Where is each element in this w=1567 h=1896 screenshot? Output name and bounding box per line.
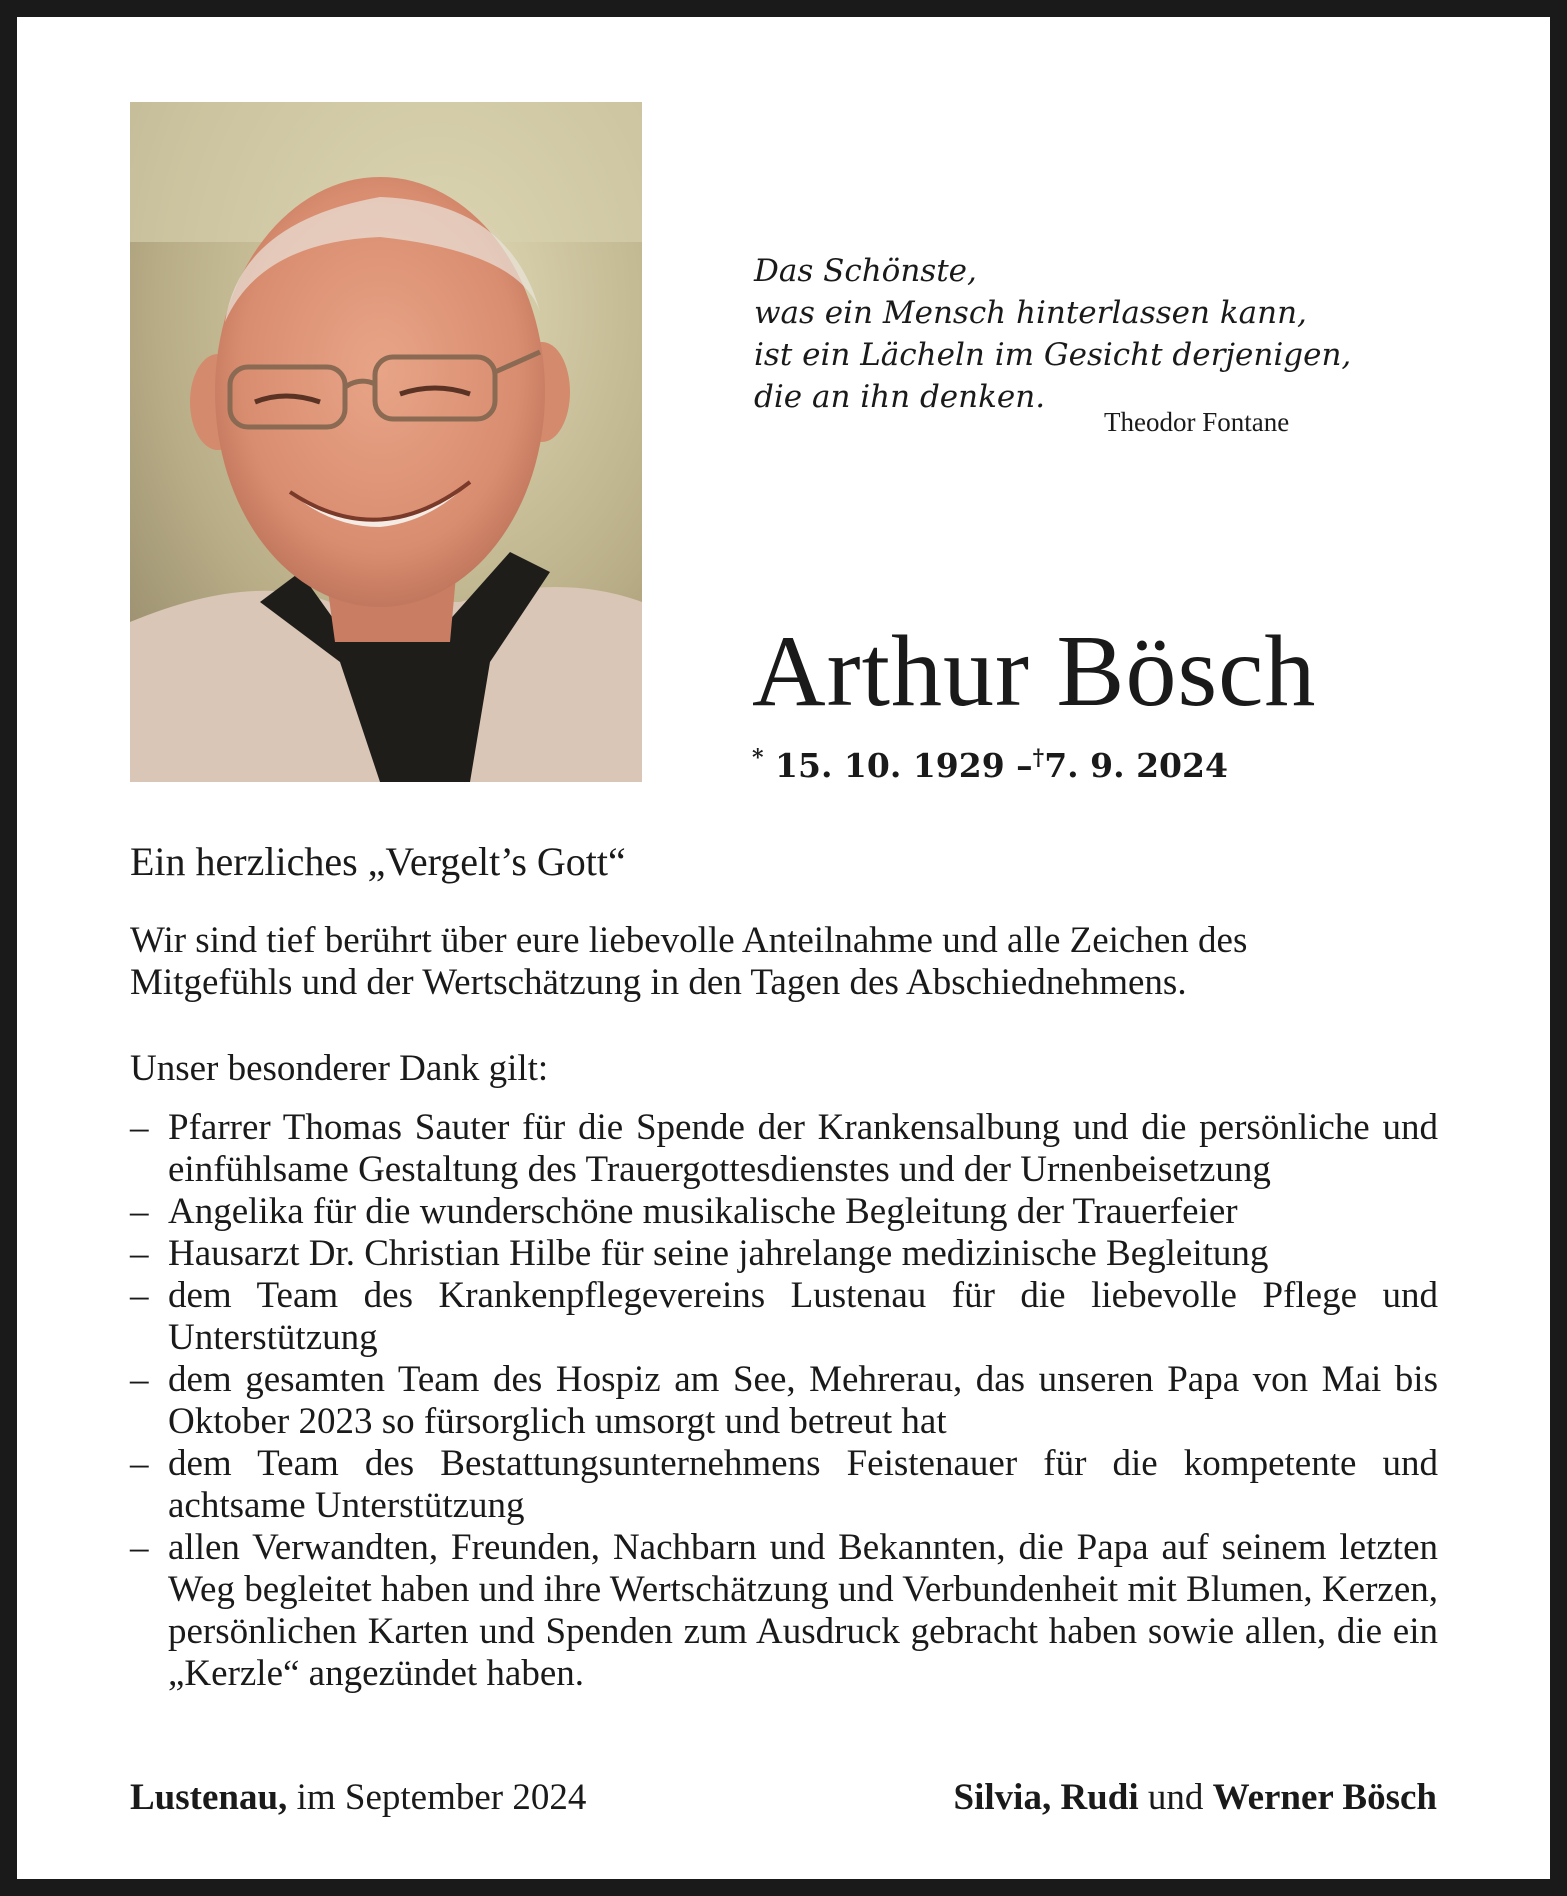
- quote-author: Theodor Fontane: [1104, 407, 1290, 437]
- life-dates: [752, 745, 1228, 785]
- birth-date: 15. 10. 1929: [775, 746, 1005, 785]
- quote-line: Das Schönste,: [754, 253, 977, 289]
- intro-line: Wir sind tief berührt über eure liebevolle Anteilnahme und alle Zeichen des: [130, 920, 1248, 961]
- list-dash: –: [130, 1443, 149, 1484]
- birth-symbol: *: [752, 745, 764, 771]
- deceased-name: Arthur Bösch: [752, 615, 1317, 728]
- list-item-text: dem gesamten Team des Hospiz am See, Mehrerau, das unseren Papa von Mai bis Oktober 2023 so fürsorglich umsorgt und betreut hat: [168, 1359, 1438, 1442]
- list-item-text: dem Team des Bestattungsunternehmens Feistenauer für die kompetente und achtsame Unterstützung: [168, 1443, 1438, 1526]
- list-item-text: dem Team des Krankenpflegevereins Lustenau für die liebevolle Pflege und Unterstützung: [168, 1275, 1438, 1358]
- quote-line: was ein Mensch hinterlassen kann,: [754, 295, 1307, 331]
- list-dash: –: [130, 1191, 149, 1232]
- date-separator: –: [1016, 746, 1033, 785]
- list-dash: –: [130, 1275, 149, 1316]
- list-item: [130, 1233, 1438, 1275]
- footer-date: im September 2024: [287, 1777, 587, 1818]
- list-item: [130, 1359, 1438, 1443]
- quote-line: ist ein Lächeln im Gesicht derjenigen,: [754, 337, 1352, 373]
- thanks-heading: Ein herzliches „Vergelt’s Gott“: [130, 839, 626, 884]
- quote-line: die an ihn denken.: [754, 379, 1046, 415]
- death-date: 7. 9. 2024: [1044, 746, 1228, 785]
- signatory-name: Werner Bösch: [1212, 1777, 1437, 1818]
- portrait-photo: [130, 102, 642, 782]
- list-item-text: Hausarzt Dr. Christian Hilbe für seine jahrelange medizinische Begleitung: [168, 1233, 1269, 1274]
- death-symbol: †: [1032, 745, 1045, 771]
- list-item-text: Pfarrer Thomas Sauter für die Spende der Krankensalbung und die persönliche und einfühlsame Gestaltung des Trauergottesdienstes und der Urnenbeisetzung: [168, 1107, 1438, 1190]
- list-dash: –: [130, 1233, 149, 1274]
- intro-paragraph: [130, 920, 1438, 1004]
- list-dash: –: [130, 1107, 149, 1148]
- portrait-illustration: [130, 102, 642, 782]
- list-item-text: allen Verwandten, Freunden, Nachbarn und Bekannten, die Papa auf seinem letzten Weg begleitet haben und ihre Wertschätzung und Verbundenheit mit Blumen, Kerzen, persönlichen Karten und Spenden zum Ausdruck gebracht haben sowie allen, die ein „Kerzle“ angezündet haben.: [168, 1527, 1438, 1694]
- list-item: [130, 1527, 1438, 1695]
- signatory-name: Rudi: [1051, 1777, 1139, 1818]
- intro-line: Mitgefühls und der Wertschätzung in den Tagen des Abschiednehmens.: [130, 962, 1187, 1003]
- thanks-intro: Unser besonderer Dank gilt:: [130, 1048, 549, 1089]
- signatory-and: und: [1138, 1777, 1213, 1818]
- signatory-name: Silvia,: [953, 1777, 1052, 1818]
- list-item: [130, 1443, 1438, 1527]
- list-item: [130, 1191, 1438, 1233]
- list-dash: –: [130, 1527, 149, 1568]
- footer-place: Lustenau,: [130, 1777, 288, 1818]
- thanks-list: [130, 1107, 1438, 1695]
- memorial-quote: [754, 250, 1374, 418]
- footer-signatories: [954, 1776, 1437, 1819]
- list-dash: –: [130, 1359, 149, 1400]
- list-item: [130, 1275, 1438, 1359]
- list-item-text: Angelika für die wunderschöne musikalische Begleitung der Trauerfeier: [168, 1191, 1238, 1232]
- footer-place-date: [130, 1776, 586, 1819]
- list-item: [130, 1107, 1438, 1191]
